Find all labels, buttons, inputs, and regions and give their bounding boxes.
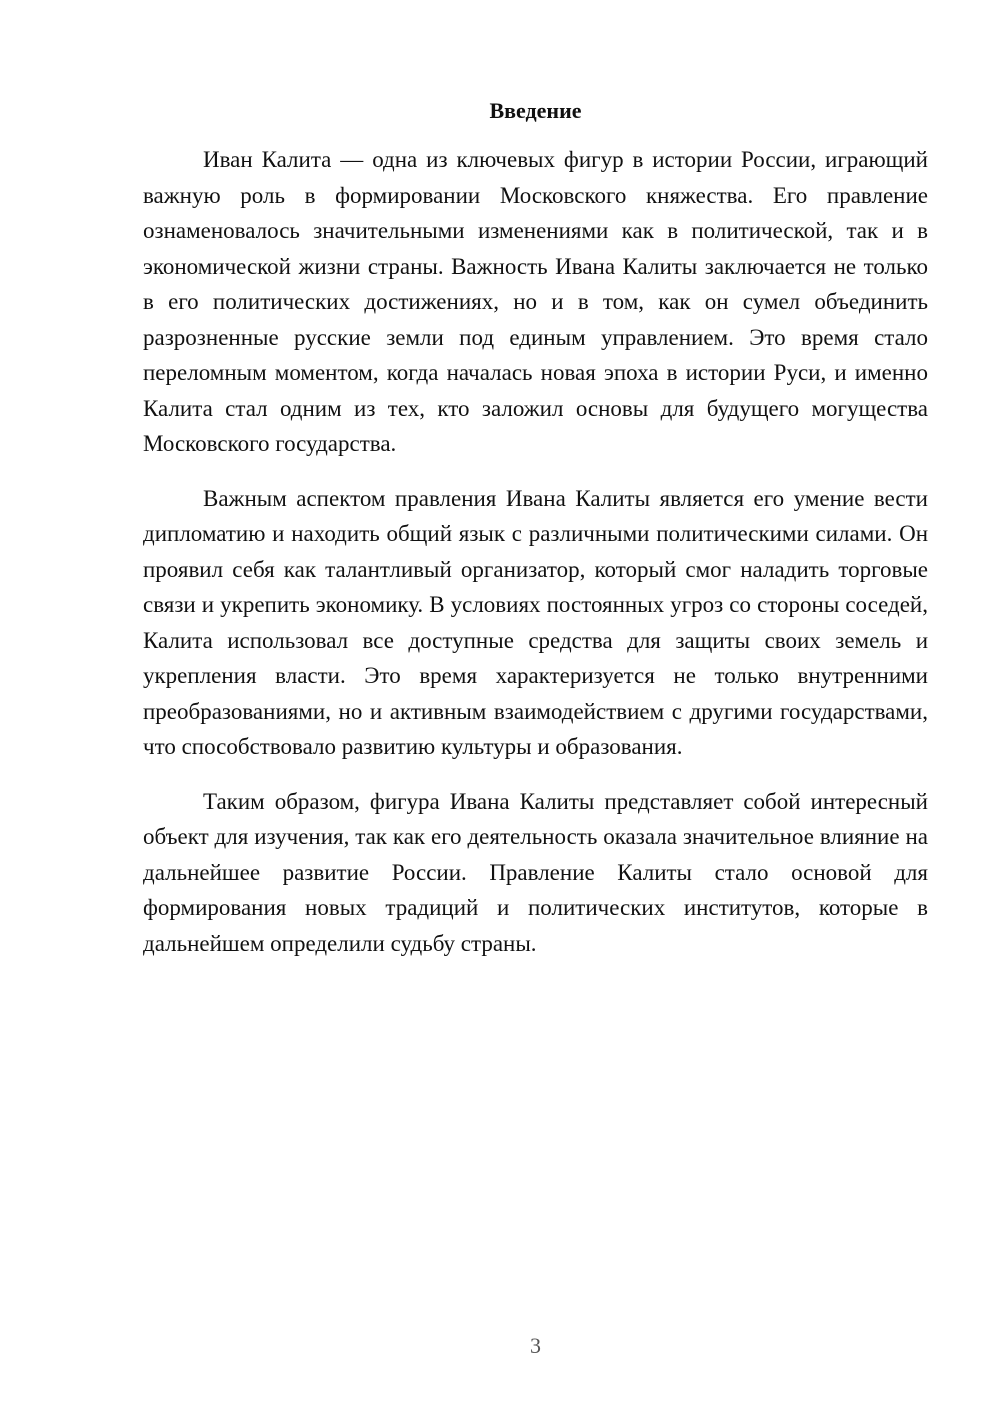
paragraph-2: Важным аспектом правления Ивана Калиты является его умение вести дипломатию и находить общий язык с различными политическими силами. Он проявил себя как талантливый организатор, который смог наладить торговые связи и укрепить экономику. В условиях постоянных угроз со стороны соседей, Калита использовал все доступные средства для защиты своих земель и укрепления власти. Это время характеризуется не только внутренними преобразованиями, но и активным взаимодействием с другими государствами, что способствовало развитию культуры и образования. xyxy=(143,485,928,759)
paragraph-3: Таким образом, фигура Ивана Калиты представляет собой интересный объект для изучения, так как его деятельность оказала значительное влияние на дальнейшее развитие России. Правление Калиты стало основой для формирования новых традиций и политических институтов, которые в дальнейшем определили судьбу страны. xyxy=(143,788,928,956)
section-title: Введение xyxy=(489,98,582,123)
body-text xyxy=(143,142,928,980)
paragraph-1: Иван Калита — одна из ключевых фигур в истории России, играющий важную роль в формировании Московского княжества. Его правление ознаменовалось значительными изменениями как в политической, так и в экономической жизни страны. Важность Ивана Калиты заключается не только в его политических достижениях, но и в том, как он сумел объединить разрозненные русские земли под единым управлением. Это время стало переломным моментом, когда началась новая эпоха в истории Руси, и именно Калита стал одним из тех, кто заложил основы для будущего могущества Московского государства. xyxy=(143,147,928,456)
page-number: 3 xyxy=(530,1333,541,1358)
